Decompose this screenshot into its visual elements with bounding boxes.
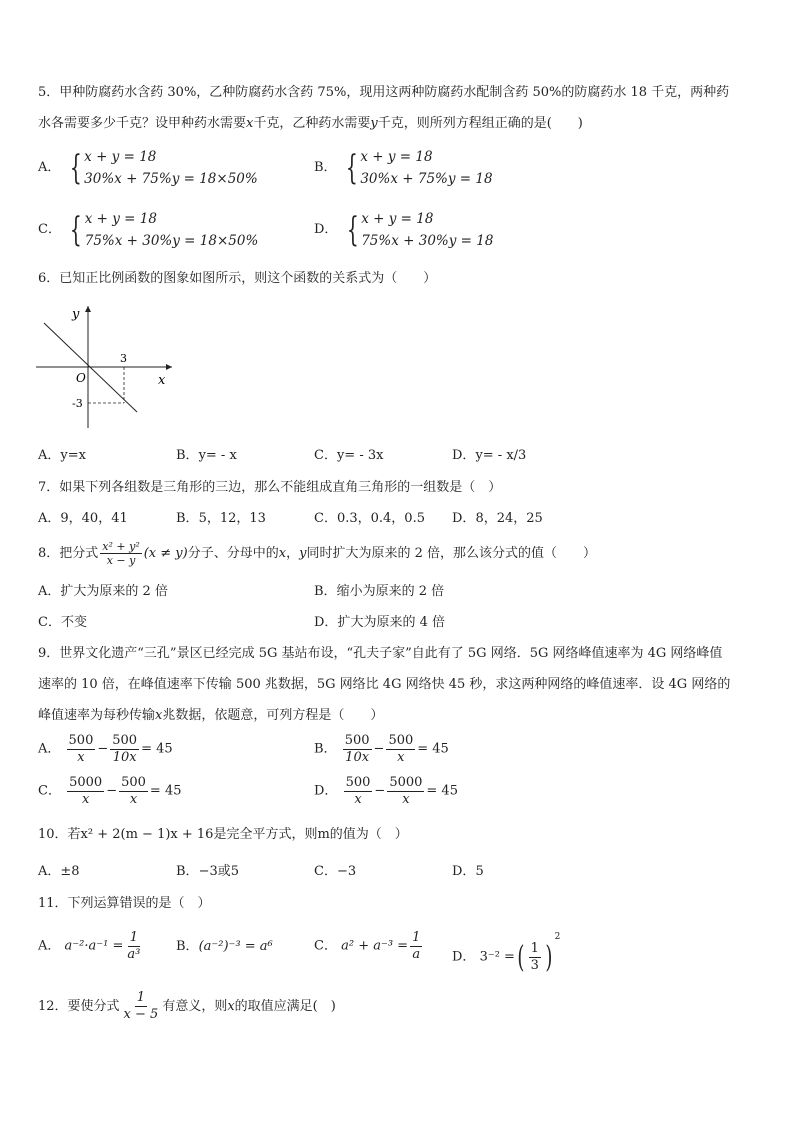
q6-option-b	[176, 447, 237, 465]
option-label: D．	[314, 222, 338, 237]
q9-option-d: D． $\frac{500}{x}$ − $\frac{5000}{x}$ = 45	[314, 775, 458, 807]
option-label: A．	[38, 584, 61, 599]
q10-stem-mid: 是完全平方式，则	[213, 827, 318, 842]
option-label: B．	[176, 511, 199, 526]
q6-option-a	[38, 447, 86, 465]
q8-option-b	[314, 583, 444, 601]
option-text: (a⁻²)⁻³ = a⁶	[198, 939, 273, 954]
q6-option-d	[452, 447, 526, 465]
q10-stem-pre: 10．若	[38, 827, 81, 842]
option-label: C．	[314, 448, 337, 463]
q5-option-c: C． { x + y = 18 75%x + 30%y = 18×50%	[38, 210, 259, 250]
q8-condition: (x ≠ y)	[143, 546, 188, 561]
option-label: B．	[176, 448, 199, 463]
option-text: 扩大为原来的 4 倍	[337, 615, 445, 630]
q9-line3-post: 兆数据，依题意，可列方程是（ ）	[162, 708, 384, 723]
q5-line2	[38, 115, 583, 133]
y-axis-label: y	[72, 307, 80, 322]
q11-option-b	[176, 938, 273, 956]
option-text: y= - x	[198, 448, 237, 463]
q5-line1: 5．甲种防腐药水含药 30%，乙种防腐药水含药 75%，现用这两种防腐药水配制含药 50%的防腐药水 18 千克，两种药	[38, 85, 730, 100]
fraction-denominator: x	[402, 792, 410, 807]
option-text: 9，40，41	[60, 511, 128, 526]
equation: 30%x + 75%y = 18	[360, 171, 493, 187]
expression-lhs: a⁻²·a⁻¹ =	[64, 938, 124, 954]
exponent: 2	[554, 932, 561, 942]
q10-stem	[38, 826, 408, 844]
q7-option-d	[452, 510, 543, 528]
fraction	[110, 733, 139, 766]
fraction-denominator: x	[354, 792, 362, 807]
option-label: C．	[38, 615, 61, 630]
fraction	[386, 733, 415, 766]
q8-stem-post: 分子、分母中的	[187, 546, 279, 561]
q9-option-a: A． $\frac{500}{x}$ − $\frac{500}{10x}$ = 45	[38, 733, 173, 765]
q8-option-a	[38, 583, 168, 601]
option-label: B．	[314, 584, 337, 599]
q5-line2-text: 水各需要多少千克？设甲种药水需要	[38, 116, 247, 131]
option-label: C．	[38, 783, 61, 799]
tick-label-x: 3	[120, 352, 127, 365]
fraction	[122, 990, 161, 1023]
q5-line2-end: 千克，则所列方程组正确的是( )	[377, 116, 583, 131]
q10-option-d	[452, 863, 484, 881]
fraction-numerator: 500	[345, 775, 371, 790]
fraction-denominator: 10x	[345, 750, 370, 765]
q10-option-b	[176, 863, 239, 881]
fraction-denominator: 3	[530, 958, 539, 973]
fraction	[410, 930, 422, 963]
option-text: y= - 3x	[336, 448, 384, 463]
fraction-numerator: 1	[412, 930, 421, 945]
option-text: 缩小为原来的 2 倍	[336, 584, 445, 599]
q8-separator: ，	[286, 546, 300, 561]
q5-var-y: y	[370, 116, 378, 131]
option-label: C．	[38, 222, 61, 237]
q7-option-a	[38, 510, 128, 528]
q11-option-c	[314, 930, 424, 963]
option-label: A．	[38, 511, 61, 526]
fraction-numerator: 500	[112, 733, 138, 748]
q12-var-x: x	[227, 999, 235, 1014]
q9-option-b: B． $\frac{500}{10x}$ − $\frac{500}{x}$ = 45	[314, 733, 449, 765]
q5-option-b: B． { x + y = 18 30%x + 75%y = 18	[314, 148, 493, 188]
option-label: D．	[452, 511, 476, 526]
option-label: D．	[314, 615, 338, 630]
q9-line3-pre: 峰值速率为每秒传输	[38, 708, 156, 723]
option-label: C．	[314, 864, 337, 879]
q12-stem-mid: 有意义，则	[162, 999, 228, 1014]
q5-var-x: x	[246, 116, 254, 131]
option-text: 5，12，13	[198, 511, 266, 526]
option-label: D．	[314, 783, 338, 799]
fraction-numerator: 5000	[69, 775, 103, 790]
equation-rhs: = 45	[426, 783, 458, 799]
fraction	[125, 930, 142, 963]
expression-lhs: a² + a⁻³ =	[341, 938, 409, 954]
q8-stem	[38, 540, 596, 568]
equation: x + y = 18	[84, 149, 157, 165]
equation: x + y = 18	[361, 211, 434, 227]
equation-rhs: = 45	[141, 741, 173, 757]
q8-var-x: x	[278, 546, 287, 561]
q7-stem: 7．如果下列各组数是三角形的三边，那么不能组成直角三角形的一组数是（ ）	[38, 480, 502, 495]
fraction-denominator: x	[81, 792, 90, 807]
fraction-denominator: x − 5	[123, 1007, 159, 1022]
fraction	[119, 775, 148, 808]
q6-option-c	[314, 447, 383, 465]
fraction-denominator: a	[412, 947, 421, 962]
q9-line2: 速率的 10 倍，在峰值速率下传输 500 兆数据，5G 网络比 4G 网络快 45 秒，求这两种网络的峰值速率．设 4G 网络的	[38, 677, 731, 692]
q9-var-x: x	[155, 708, 163, 723]
fraction-denominator: 10x	[112, 750, 137, 765]
fraction-denominator: x − y	[106, 554, 136, 567]
q10-stem-end: 的值为（ ）	[329, 827, 408, 842]
q12-stem	[38, 990, 336, 1023]
q6-stem: 6．已知正比例函数的图象如图所示，则这个函数的关系式为（ ）	[38, 271, 437, 286]
option-text: 5	[475, 864, 484, 879]
q9-line3	[38, 707, 383, 725]
option-text: 不变	[60, 615, 87, 630]
option-text: 8，24，25	[475, 511, 543, 526]
option-text: −3或5	[198, 864, 239, 879]
option-label: B．	[176, 939, 199, 954]
fraction-denominator: a³	[127, 947, 141, 962]
q5-line2-mid: 千克，乙种药水需要	[253, 116, 371, 131]
equation: x + y = 18	[84, 211, 157, 227]
option-label: B．	[314, 160, 337, 175]
equation-rhs: = 45	[417, 741, 449, 757]
q7-option-c	[314, 510, 425, 528]
fraction	[529, 941, 541, 974]
q8-fraction	[100, 540, 141, 567]
fraction	[344, 775, 373, 808]
q6-graph	[34, 300, 184, 432]
q10-option-a	[38, 863, 80, 881]
option-label: D．	[452, 864, 476, 879]
x-axis-label: x	[158, 373, 166, 388]
q11-stem: 11．下列运算错误的是（ ）	[38, 896, 211, 911]
q7-option-b	[176, 510, 266, 528]
option-text: −3	[336, 864, 357, 879]
option-label: B．	[314, 741, 337, 757]
q8-option-c	[38, 614, 87, 632]
q12-stem-end: 的取值应满足( )	[234, 999, 336, 1014]
q10-var-m: m	[317, 827, 330, 842]
option-label: C．	[314, 938, 337, 954]
option-label: A．	[38, 448, 61, 463]
q8-option-d	[314, 614, 445, 632]
q11-option-d: D． 3⁻² =( $\frac{1}{3}$ )$^2$	[452, 932, 561, 975]
q8-var-y: y	[299, 546, 307, 561]
fraction-numerator: x² + y²	[102, 540, 140, 553]
q11-option-a	[38, 930, 144, 963]
fraction-denominator: x	[397, 750, 405, 765]
q12-stem-pre: 12．要使分式	[38, 999, 120, 1014]
fraction-numerator: 1	[136, 990, 146, 1005]
fraction-numerator: 500	[388, 733, 414, 748]
option-label: A．	[38, 160, 61, 175]
fraction	[343, 733, 372, 766]
option-label: A．	[38, 741, 61, 757]
fraction-numerator: 1	[530, 941, 539, 956]
q9-option-c: C． $\frac{5000}{x}$ − $\frac{500}{x}$ = 45	[38, 775, 182, 807]
expression-lhs: 3⁻² =	[479, 949, 515, 965]
option-label: B．	[176, 864, 199, 879]
option-label: D．	[452, 949, 476, 965]
q5-option-d: D． { x + y = 18 75%x + 30%y = 18	[314, 210, 494, 250]
fraction-denominator: x	[129, 792, 138, 807]
equation: x + y = 18	[360, 149, 433, 165]
equation: 30%x + 75%y = 18×50%	[84, 171, 258, 187]
fraction-numerator: 500	[68, 733, 94, 748]
fraction-numerator: 1	[129, 930, 138, 945]
option-text: y= - x/3	[475, 448, 527, 463]
fraction-numerator: 5000	[389, 775, 423, 790]
fraction-numerator: 500	[121, 775, 146, 790]
option-text: 扩大为原来的 2 倍	[60, 584, 168, 599]
equation: 75%x + 30%y = 18	[361, 233, 494, 249]
q8-stem-pre: 8．把分式	[38, 546, 99, 561]
q10-option-c	[314, 863, 356, 881]
fraction	[67, 775, 104, 808]
fraction-denominator: x	[77, 750, 85, 765]
q5-option-a: A． { x + y = 18 30%x + 75%y = 18×50%	[38, 148, 258, 188]
fraction	[67, 733, 96, 766]
fraction-numerator: 500	[344, 733, 370, 748]
option-label: D．	[452, 448, 476, 463]
option-label: A．	[38, 864, 61, 879]
option-text: y=x	[60, 448, 86, 463]
equation: 75%x + 30%y = 18×50%	[84, 233, 259, 249]
q8-stem-end: 同时扩大为原来的 2 倍，那么该分式的值（ ）	[306, 546, 596, 561]
option-label: C．	[314, 511, 337, 526]
origin-label: O	[76, 371, 86, 385]
tick-label-y: -3	[72, 397, 83, 410]
equation-rhs: = 45	[149, 783, 182, 799]
q9-line1: 9．世界文化遗产“三孔”景区已经完成 5G 基站布设，“孔夫子家”自此有了 5G 网络．5G 网络峰值速率为 4G 网络峰值	[38, 646, 723, 661]
q10-expression: x² + 2(m − 1)x + 16	[80, 827, 214, 842]
fraction	[387, 775, 424, 808]
option-text: 0.3，0.4，0.5	[336, 511, 425, 526]
option-label: A．	[38, 938, 61, 954]
option-text: ±8	[60, 864, 80, 879]
